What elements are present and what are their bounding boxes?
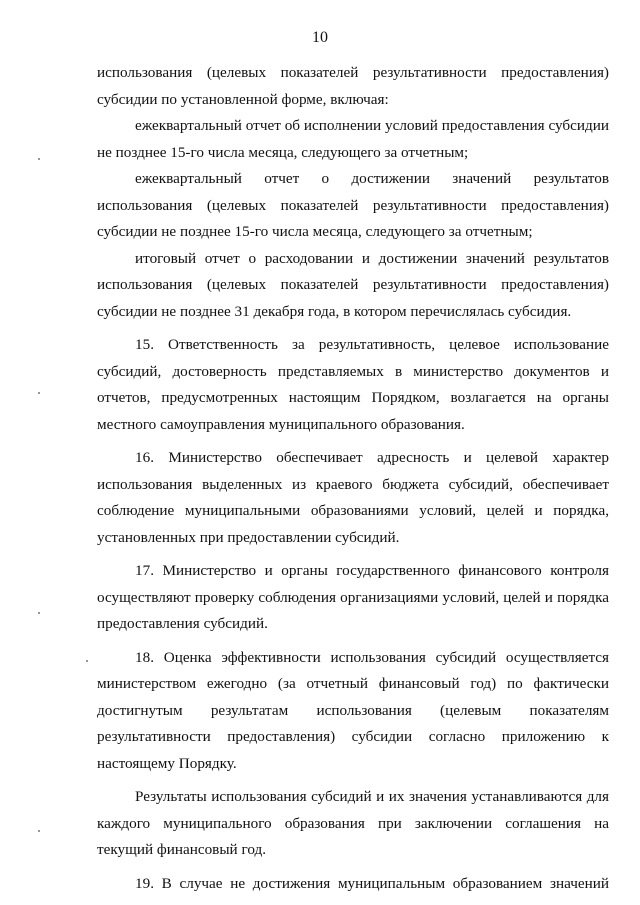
paragraph-results-values: Результаты использования субсидий и их значения устанавливаются для каждого муниципального образования при заключении соглашения на текущий финансовый год. [97,788,609,858]
paragraph-final-report: итоговый отчет о расходовании и достижении значений результатов использования (целевых показателей результативности предоставления) субсидии не позднее 31 декабря года, в котором перечислялась субсидия. [97,249,609,320]
scan-speck [38,612,40,614]
scan-speck [38,830,40,832]
document-body [97,60,609,897]
paragraph-continuation: использования (целевых показателей результативности предоставления) субсидии по установленной форме, включая: [97,64,609,108]
paragraph-item-15: 15. Ответственность за результативность, целевое использование субсидий, достоверность представляемых в министерство документов и отчетов, предусмотренных настоящим Порядком, возлагается на органы местного самоуправления муниципального образования. [97,336,609,433]
paragraph-item-18: 18. Оценка эффективности использования субсидий осуществляется министерством ежегодно (за отчетный финансовый год) по фактически достигнутым результатам использования (целевым показателям результативности предоставления) субсидии согласно приложению к настоящему Порядку. [97,648,609,772]
page-number: 10 [312,29,328,46]
paragraph-quarterly-results-report: ежеквартальный отчет о достижении значений результатов использования (целевых показателей результативности предоставления) субсидии не позднее 15-го числа месяца, следующего за отчетным; [97,170,609,240]
paragraph-item-19: 19. В случае не достижения муниципальным образованием значений [135,874,609,892]
scan-speck [86,660,88,662]
scan-speck [38,158,40,160]
paragraph-item-16: 16. Министерство обеспечивает адресность и целевой характер использования выделенных из краевого бюджета субсидий, обеспечивает соблюдение муниципальными образованиями условий, целей и порядка, установленных при предоставлении субсидий. [97,449,609,546]
paragraph-item-17: 17. Министерство и органы государственного финансового контроля осуществляют проверку соблюдения организациями условий, целей и порядка предоставления субсидий. [97,562,609,632]
scan-speck [38,392,40,394]
paragraph-quarterly-conditions-report: ежеквартальный отчет об исполнении условий предоставления субсидии не позднее 15-го числа месяца, следующего за отчетным; [97,117,609,161]
